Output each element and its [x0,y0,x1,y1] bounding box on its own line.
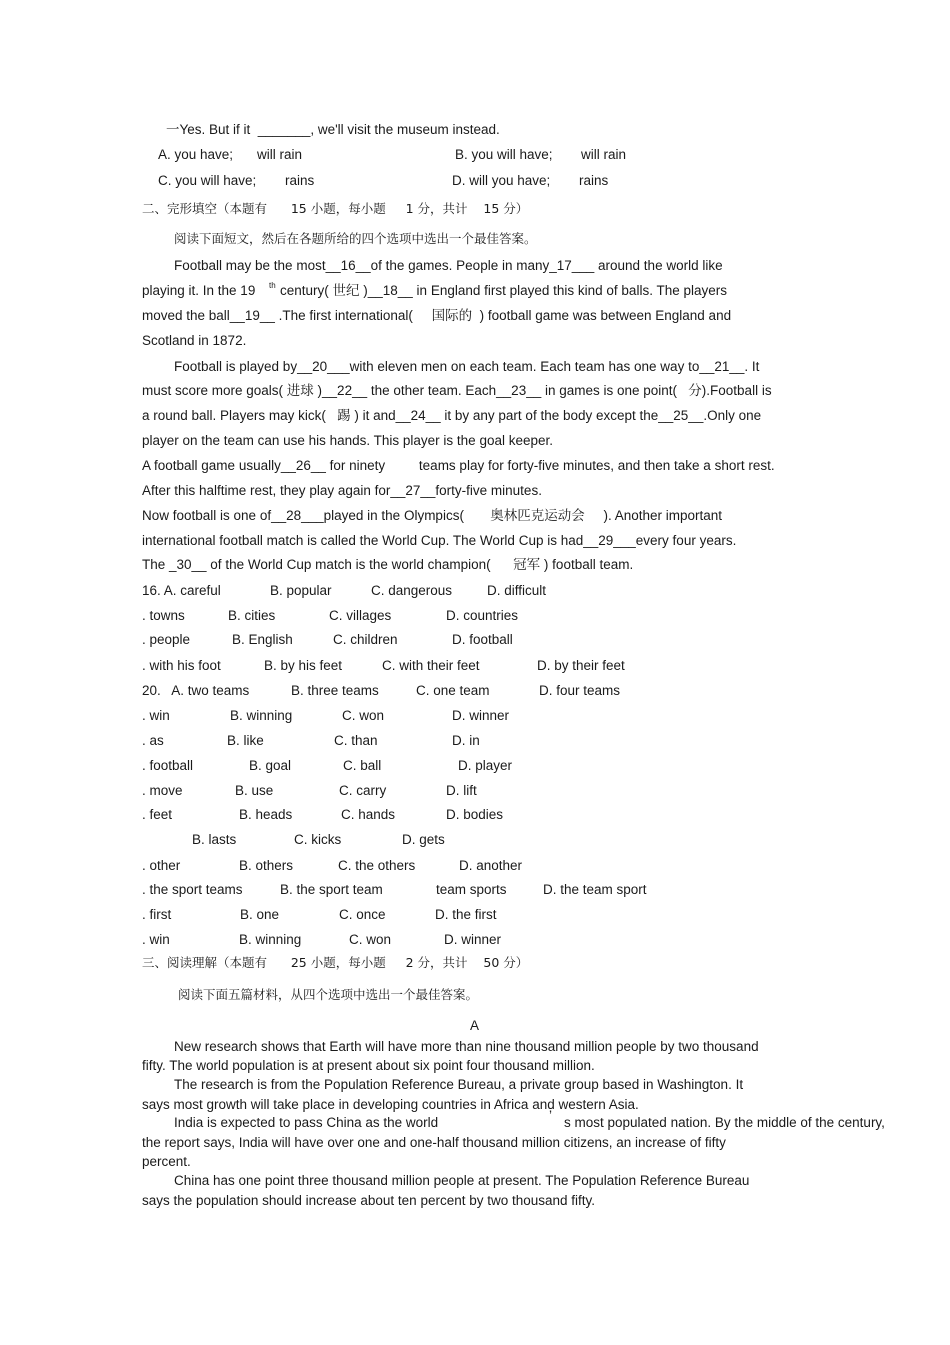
option-c: C. children [333,632,398,647]
option-c: C. than [334,733,378,748]
option-c: C. carry [339,783,387,798]
option-b: B. goal [249,758,292,773]
option-c: C. villages [329,608,392,623]
passage-line: moved the ball__19__ .The first international( 国际的 ) football game was between England and [142,308,732,323]
passage-line: Football may be the most__16__of the games. People in many_17___ around the world like [174,258,723,273]
option-a: . move [142,783,183,798]
option-a: . as [142,733,164,748]
option-c: C. dangerous [371,583,453,598]
passage-line: A football game usually__26__ for ninety teams play for forty-five minutes, and then take a short rest. [142,458,775,473]
passage-line: century( 世纪 )__18__ in England first played this kind of balls. The players [280,283,727,298]
option-d: D. winner [452,708,510,723]
passage-line: Now football is one of__28___played in the Olympics( 奥林匹克运动会 ). Another important [142,508,723,523]
option-b: B. heads [239,807,293,822]
option-a: . football [142,758,194,773]
passage-line: The research is from the Population Reference Bureau, a private group based in Washington. It [174,1077,744,1092]
option-a: . first [142,907,172,922]
q15-option-c-value: rains [285,173,315,188]
option-b: B. popular [270,583,332,598]
passage-line: Scotland in 1872. [142,333,247,348]
option-d: D. another [459,858,523,873]
option-c: C. once [339,907,386,922]
option-d: D. winner [444,932,502,947]
option-a: . the sport teams [142,882,243,897]
q15-option-a-value: will rain [257,147,303,162]
option-c: C. ball [343,758,382,773]
passage-line: Football is played by__20___with eleven men on each team. Each team has one way to__21__. It [174,359,760,374]
option-b: B. lasts [192,832,237,847]
option-a: . people [142,632,191,647]
option-d: D. countries [446,608,519,623]
passage-line: a round ball. Players may kick( 踢 ) it and__24__ it by any part of the body except the__25__.Only one [142,408,762,423]
passage-line: After this halftime rest, they play again for__27__forty-five minutes. [142,483,542,498]
option-d: D. four teams [539,683,621,698]
passage-line: fifty. The world population is at present about six point four thousand million. [142,1058,595,1073]
option-c: C. won [349,932,392,947]
option-c: C. the others [338,858,416,873]
q15-option-d-label: D. will you have; [452,173,551,188]
q15-option-d-value: rains [579,173,609,188]
option-d: D. in [452,733,480,748]
option-a: . feet [142,807,173,822]
option-a: . towns [142,608,185,623]
q15-option-c-label: C. you will have; [158,173,257,188]
superscript: th [269,281,276,290]
q15-option-b-value: will rain [581,147,627,162]
option-d: D. by their feet [537,658,625,673]
option-c: team sports [436,882,507,897]
passage-line: s most populated nation. By the middle of the century, [564,1115,885,1130]
passage-line: says most growth will take place in developing countries in Africa and western Asia. [142,1097,639,1112]
option-d: D. the first [435,907,497,922]
option-c: C. won [342,708,385,723]
section2-instruction: 阅读下面短文，然后在各题所给的四个选项中选出一个最佳答案。 [174,231,537,246]
option-a: . win [142,932,170,947]
option-a: 20. A. two teams [142,683,250,698]
option-b: B. like [227,733,264,748]
option-b: B. one [240,907,280,922]
option-a: 16. A. careful [142,583,221,598]
option-c: C. one team [416,683,490,698]
option-b: B. cities [228,608,276,623]
option-c: C. kicks [294,832,342,847]
option-b: B. the sport team [280,882,383,897]
option-a: . win [142,708,170,723]
option-a: . other [142,858,181,873]
option-b: B. others [239,858,294,873]
option-a: . with his foot [142,658,221,673]
option-b: B. English [232,632,293,647]
passage-line: percent. [142,1154,191,1169]
passage-line: player on the team can use his hands. This player is the goal keeper. [142,433,553,448]
option-b: B. by his feet [264,658,343,673]
q15-stem: 一Yes. But if it _______, we'll visit the museum instead. [166,122,500,137]
option-b: B. three teams [291,683,379,698]
passage-line: China has one point three thousand million people at present. The Population Reference Bureau [174,1173,750,1188]
option-c: C. hands [341,807,396,822]
section3-heading: 三、阅读理解（本题有 25 小题，每小题 2 分，共计 50 分） [142,955,529,970]
option-d: D. football [452,632,513,647]
q15-option-a-label: A. you have; [158,147,234,162]
option-d: D. difficult [487,583,547,598]
option-d: D. player [458,758,513,773]
passage-label: A [470,1018,480,1033]
option-b: B. winning [239,932,302,947]
passage-line: India is expected to pass China as the world [174,1115,439,1130]
option-d: D. lift [446,783,477,798]
passage-line: the report says, India will have over one and one-half thousand million citizens, an increase of fifty [142,1135,726,1150]
passage-line: New research shows that Earth will have more than nine thousand million people by two thousand [174,1039,759,1054]
passage-line: must score more goals( 进球 )__22__ the other team. Each__23__ in games is one point( 分).Football is [142,383,772,398]
passage-line: playing it. In the 19 [142,283,256,298]
apostrophe: ’ [549,1108,552,1123]
option-b: B. winning [230,708,293,723]
passage-line: international football match is called the World Cup. The World Cup is had__29___every four years. [142,533,737,548]
section3-instruction: 阅读下面五篇材料，从四个选项中选出一个最佳答案。 [178,987,479,1002]
option-d: D. bodies [446,807,504,822]
option-b: B. use [235,783,274,798]
section2-heading: 二、完形填空（本题有 15 小题，每小题 1 分，共计 15 分） [142,201,529,216]
option-d: D. the team sport [543,882,647,897]
q15-option-b-label: B. you will have; [455,147,553,162]
passage-line: The _30__ of the World Cup match is the world champion( 冠军 ) football team. [142,557,634,572]
option-d: D. gets [402,832,445,847]
passage-line: says the population should increase about ten percent by two thousand fifty. [142,1193,596,1208]
option-c: C. with their feet [382,658,480,673]
